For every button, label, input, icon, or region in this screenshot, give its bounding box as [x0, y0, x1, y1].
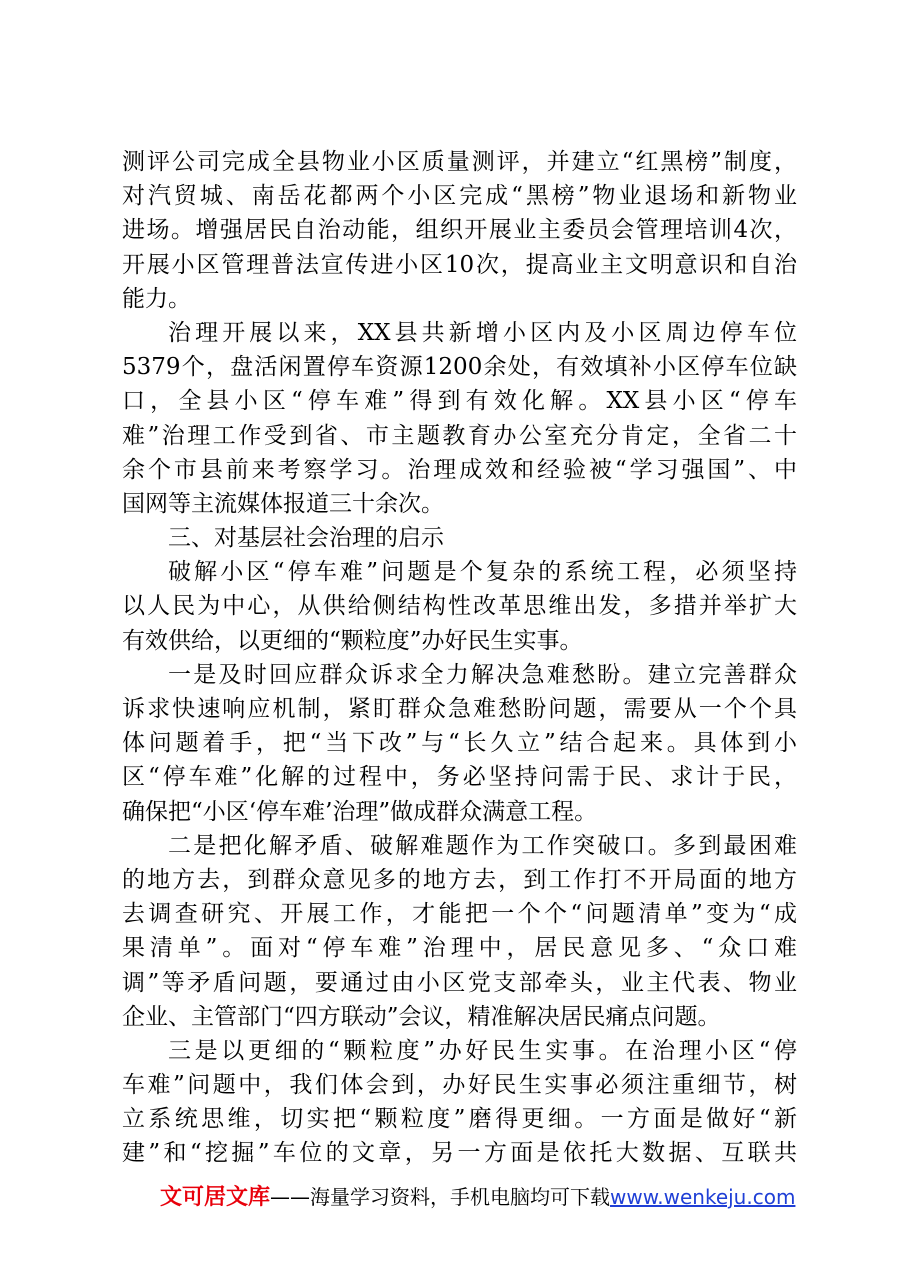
- text-line: 开展小区管理普法宣传进小区10次，提高业主文明意识和自治: [122, 251, 797, 278]
- text-line: 果清单”。面对“停车难”治理中，居民意见多、“众口难: [122, 935, 797, 962]
- text-line: 国网等主流媒体报道三十余次。: [122, 490, 444, 517]
- text-line: 去调查研究、开展工作，才能把一个个“问题清单”变为“成: [122, 901, 797, 928]
- text-line: 能力。: [122, 285, 191, 312]
- document-body: [122, 145, 797, 1171]
- text-line: 5379个，盘活闲置停车资源1200余处，有效填补小区停车位缺: [122, 354, 797, 381]
- text-line: 口，全县小区“停车难”得到有效化解。XX县小区“停车: [122, 388, 797, 415]
- text-line: 难”治理工作受到省、市主题教育办公室充分肯定，全省二十: [122, 422, 797, 449]
- text-line: 体问题着手，把“当下改”与“长久立”结合起来。具体到小: [122, 730, 797, 757]
- text-line: 二是把化解矛盾、破解难题作为工作突破口。多到最困难: [168, 832, 797, 859]
- text-line: 余个市县前来考察学习。治理成效和经验被“学习强国”、中: [122, 456, 797, 483]
- text-line: 企业、主管部门“四方联动”会议，精准解决居民痛点问题。: [122, 1003, 721, 1030]
- text-line: 车难”问题中，我们体会到，办好民生实事必须注重细节，树: [122, 1072, 797, 1099]
- text-line: 立系统思维，切实把“颗粒度”磨得更细。一方面是做好“新: [122, 1106, 797, 1133]
- text-line: 确保把“小区‘停车难’治理”做成群众满意工程。: [122, 798, 598, 825]
- text-line: 建”和“挖掘”车位的文章，另一方面是依托大数据、互联共: [122, 1140, 797, 1167]
- text-line: 测评公司完成全县物业小区质量测评，并建立“红黑榜”制度，: [122, 149, 797, 175]
- text-line: 的地方去，到群众意见多的地方去，到工作打不开局面的地方: [122, 866, 797, 893]
- text-line: 破解小区“停车难”问题是个复杂的系统工程，必须坚持: [168, 559, 797, 586]
- text-line: 进场。增强居民自治动能，组织开展业主委员会管理培训4次，: [122, 217, 797, 244]
- section-heading: 三、对基层社会治理的启示: [168, 525, 444, 552]
- text-line: 对汽贸城、南岳花都两个小区完成“黑榜”物业退场和新物业: [122, 183, 797, 210]
- footer-brand: 文可居文库: [160, 1185, 271, 1210]
- footer-slogan: ——海量学习资料，手机电脑均可下载: [270, 1185, 611, 1209]
- footer-url-link[interactable]: www.wenkeju.com: [610, 1185, 796, 1209]
- text-line: 调”等矛盾问题，要通过由小区党支部牵头，业主代表、物业: [122, 969, 797, 996]
- text-line: 诉求快速响应机制，紧盯群众急难愁盼问题，需要从一个个具: [122, 696, 797, 722]
- text-line: 一是及时回应群众诉求全力解决急难愁盼。建立完善群众: [168, 661, 797, 688]
- text-line: 区“停车难”化解的过程中，务必坚持问需于民、求计于民，: [122, 764, 797, 791]
- text-line: 治理开展以来，XX县共新增小区内及小区周边停车位: [168, 319, 797, 346]
- text-line: 三是以更细的“颗粒度”办好民生实事。在治理小区“停: [168, 1037, 797, 1064]
- footer-banner: [160, 1180, 795, 1214]
- text-line: 以人民为中心，从供给侧结构性改革思维出发，多措并举扩大: [122, 593, 797, 620]
- text-line: 有效供给，以更细的“颗粒度”办好民生实事。: [122, 627, 583, 654]
